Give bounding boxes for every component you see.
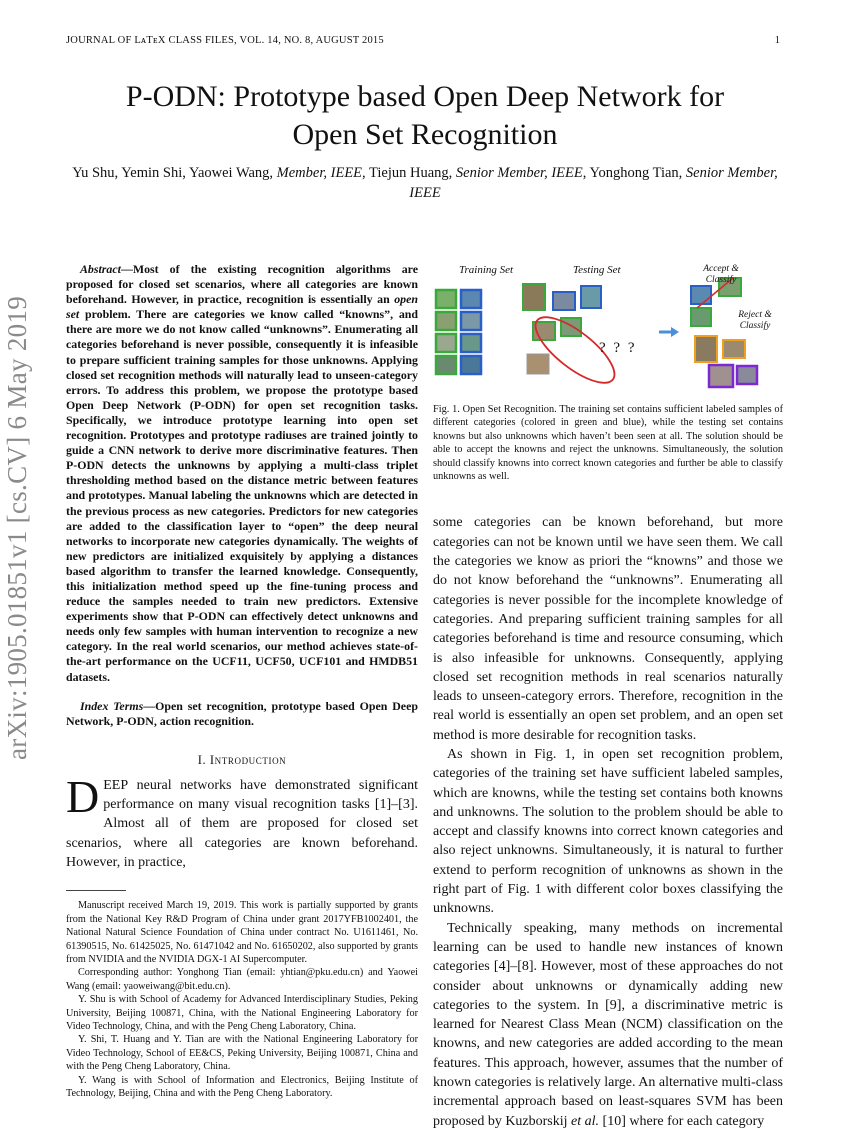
index-terms [66,699,418,729]
footnotes [66,899,418,1100]
page-number: 1 [774,35,780,46]
classified-images [691,278,757,387]
drop-cap: D [66,770,100,822]
introduction-paragraph [66,770,418,872]
out-thumb-4 [695,336,717,362]
footnote-corresponding: Corresponding author: Yonghong Tian (email: yhtian@pku.edu.cn) and Yaowei Wang (email: yaoweiwang@bit.edu.cn). [66,967,418,992]
footnote-manuscript: Manuscript received March 19, 2019. This work is partially supported by grants from the National Key R&D Program of China under grant 2017YFB1002401, the National Natural Science Foundation of China under contract No. U1611461, No. 61390515, No. 61425025, No. 61471042 and No. 61650202, also supported by grants from NVIDIA and the NVIDIA DGX-1 AI Supercomputer. [66,900,418,965]
author-role-1: Member, IEEE [276,165,363,181]
author-list [66,163,784,203]
train-thumb-6 [461,312,481,330]
footnote-affiliation-shu: Y. Shu is with School of Academy for Advanced Interdisciplinary Studies, Peking University, Beijing 100871, China, with the National Engineering Laboratory for Video Technology, China, and with the Peng Cheng Laboratory, China. [66,994,418,1032]
train-thumb-5 [461,290,481,308]
intro-caps: EEP [103,777,129,793]
left-column [66,262,418,1100]
technical-emphasis: et al. [571,1113,600,1129]
arrow-head [671,327,679,337]
abstract-text-1: —Most of the existing recognition algorithms are proposed for closed set scenarios, where all categories are known beforehand. However, in practice, recognition is essentially an [66,262,418,307]
train-thumb-8 [461,356,481,374]
out-thumb-6 [709,365,733,387]
unknown-question-marks: ? ? ? [599,340,637,356]
figure-1-caption: Fig. 1. Open Set Recognition. The training set contains sufficient labeled samples of different categories (colored in green and blue), while the testing set contains knowns but also unknowns which haven’t been seen at all. The solution should be able to accept the knowns and reject the unknowns. Simultaneously, the solution should classify knowns into correct known categories and further be able to classify unknowns as well. [433,404,783,483]
testing-set-images [523,284,624,394]
authors-part-1: Yu Shu, Yemin Shi, Yaowei Wang, [72,165,277,181]
train-thumb-4 [436,356,456,374]
intro-text: neural networks have demonstrated significant performance on many visual recognition tasks [1]–[3]. Almost all of them are proposed for closed set scenarios, where all categories are known beforehand. However, in practice, [66,777,418,870]
out-thumb-1 [691,286,711,304]
training-set-images [436,290,481,374]
out-thumb-3 [691,308,711,326]
paragraph-continuation: some categories can be known beforehand, but more categories can not be known until we have seen them. We call the categories we know as priori the “knowns” and those we do not know beforehand the “unknowns”. Enumerating all categories is never possible for the incomplete knowledge of categories. And preparing sufficient training samples for all categories beforehand is time and resource consuming, which is also infeasible for unknowns. Consequently, applying closed set recognition methods in real scenarios naturally leads to unseen-category errors. Therefore, recognition in the real world is essentially an open set problem, and an open set method is more desirable for recognition tasks. [433,515,783,743]
authors-part-3: , Yonghong Tian, [582,165,686,181]
index-terms-lead: Index Terms [80,698,144,713]
paragraph-technical [433,919,783,1131]
author-role-2: Senior Member, IEEE [455,165,583,181]
technical-text-b: [10] where for each category [599,1113,765,1129]
index-terms-text: —Open set recognition, prototype based Open Deep Network, P-ODN, action recognition. [66,698,418,728]
label-reject-classify [733,310,777,332]
train-thumb-1 [436,290,456,308]
abstract-lead: Abstract [80,262,121,276]
footnote-divider [66,890,126,891]
train-thumb-2 [436,312,456,330]
section-heading-introduction: I. Introduction [197,752,287,767]
arxiv-stamp: arXiv:1905.01851v1 [cs.CV] 6 May 2019 [2,295,32,760]
title-line-1: P-ODN: Prototype based Open Deep Network for [125,80,725,113]
abstract [66,262,418,685]
test-thumb-5 [561,318,581,336]
label-training-set: Training Set [459,264,514,276]
label-testing-set: Testing Set [573,264,621,276]
technical-text-a: Technically speaking, many methods on incremental learning can be used to handle new instances of known categories [4]–[8]. However, most of these approaches do not consider about unknowns or dynamically adding new categories to the system. In [9], a discriminative metric is learned for Nearest Class Mean (NCM) classification on the knowns, and new categories are added according to the mean features. This approach, however, assumes that the number of known categories is relatively large. An alternative multi-class incremental approach based on least-squares SVM has been proposed by Kuzborskij [433,920,783,1129]
right-column [433,262,783,1131]
title-line-2: Open Set Recognition [292,118,558,151]
paragraph-fig1: As shown in Fig. 1, in open set recognition problem, categories of the training set have sufficient labeled samples, which are knowns, while the testing set contains both knowns and unknowns. The solution to the problem should be able to accept and classify knowns into correct known categories and also reject unknowns. Simultaneously, it is natural to further extend to perform recognition of unknowns as shown in the right part of Fig. 1 with different color boxes classifying the unknowns. [433,747,783,917]
reject-classify-text: Reject & Classify [738,310,772,331]
footnote-affiliation-wang: Y. Wang is with School of Information and Electronics, Beijing Institute of Technology, Beijing, China and with the Peng Cheng Laboratory. [66,1074,418,1099]
out-thumb-5 [723,340,745,358]
out-thumb-7 [737,366,757,384]
author-role-3: Senior Member, IEEE [409,165,778,201]
accept-classify-text: Accept & Classify [703,264,739,285]
label-accept-classify [695,264,747,286]
test-thumb-3 [581,286,601,308]
train-thumb-7 [461,334,481,352]
abstract-emphasis: open set [66,292,418,322]
right-body-text [433,513,783,1131]
paper-title [70,78,780,154]
flow-arrow [659,327,679,337]
abstract-text-2: problem. There are categories we know called “knowns”, and there are more we do not know called “unknowns”. Enumerating all categories beforehand is never possible, consequently it is infeasible to prepare sufficient training samples for those unknowns. Applying closed set recognition methods will naturally lead to unseen-category errors. To address this problem, we propose the prototype based Open Deep Network (P-ODN) for open set recognition tasks. Specifically, we introduce prototype learning into open set recognition. Prototypes and prototype radiuses are trained jointly to guide a CNN network to derive more discriminative features. Then P-ODN detects the unknowns by applying a multi-class triplet thresholding method based on the distance metric between features and prototypes. Manual labeling the unknowns which are detected in the previous process as new categories. Predictors for new categories are added to the classification layer to “open” the deep neural networks to incorporate new categories dynamically. The weights of new predictors are initialized exquisitely by applying a distances based algorithm to transfer the learned knowledge. Consequently, this initialization method speed up the fine-tuning process and reduce the samples needed to train new predictors. Extensive experiments show that P-ODN can effectively detect unknowns and needs only few samples with human intervention to recognize a new category. In the real world scenarios, our method achieves state-of-the-art performance on the UCF11, UCF50, UCF101 and HMDB51 datasets. [66,307,418,684]
footnote-affiliation-shi: Y. Shi, T. Huang and Y. Tian are with the National Engineering Laboratory for Video Technology, School of EE&CS, Peking University, Beijing 100871, China and with the Peng Cheng Laboratory, China. [66,1034,418,1073]
test-thumb-6 [527,354,549,374]
test-thumb-1 [523,284,545,310]
figure-1 [433,262,783,397]
authors-part-2: , Tiejun Huang, [362,165,456,181]
train-thumb-3 [436,334,456,352]
running-header: JOURNAL OF LᴀTᴇX CLASS FILES, VOL. 14, NO. 8, AUGUST 2015 [66,35,384,46]
test-thumb-2 [553,292,575,310]
